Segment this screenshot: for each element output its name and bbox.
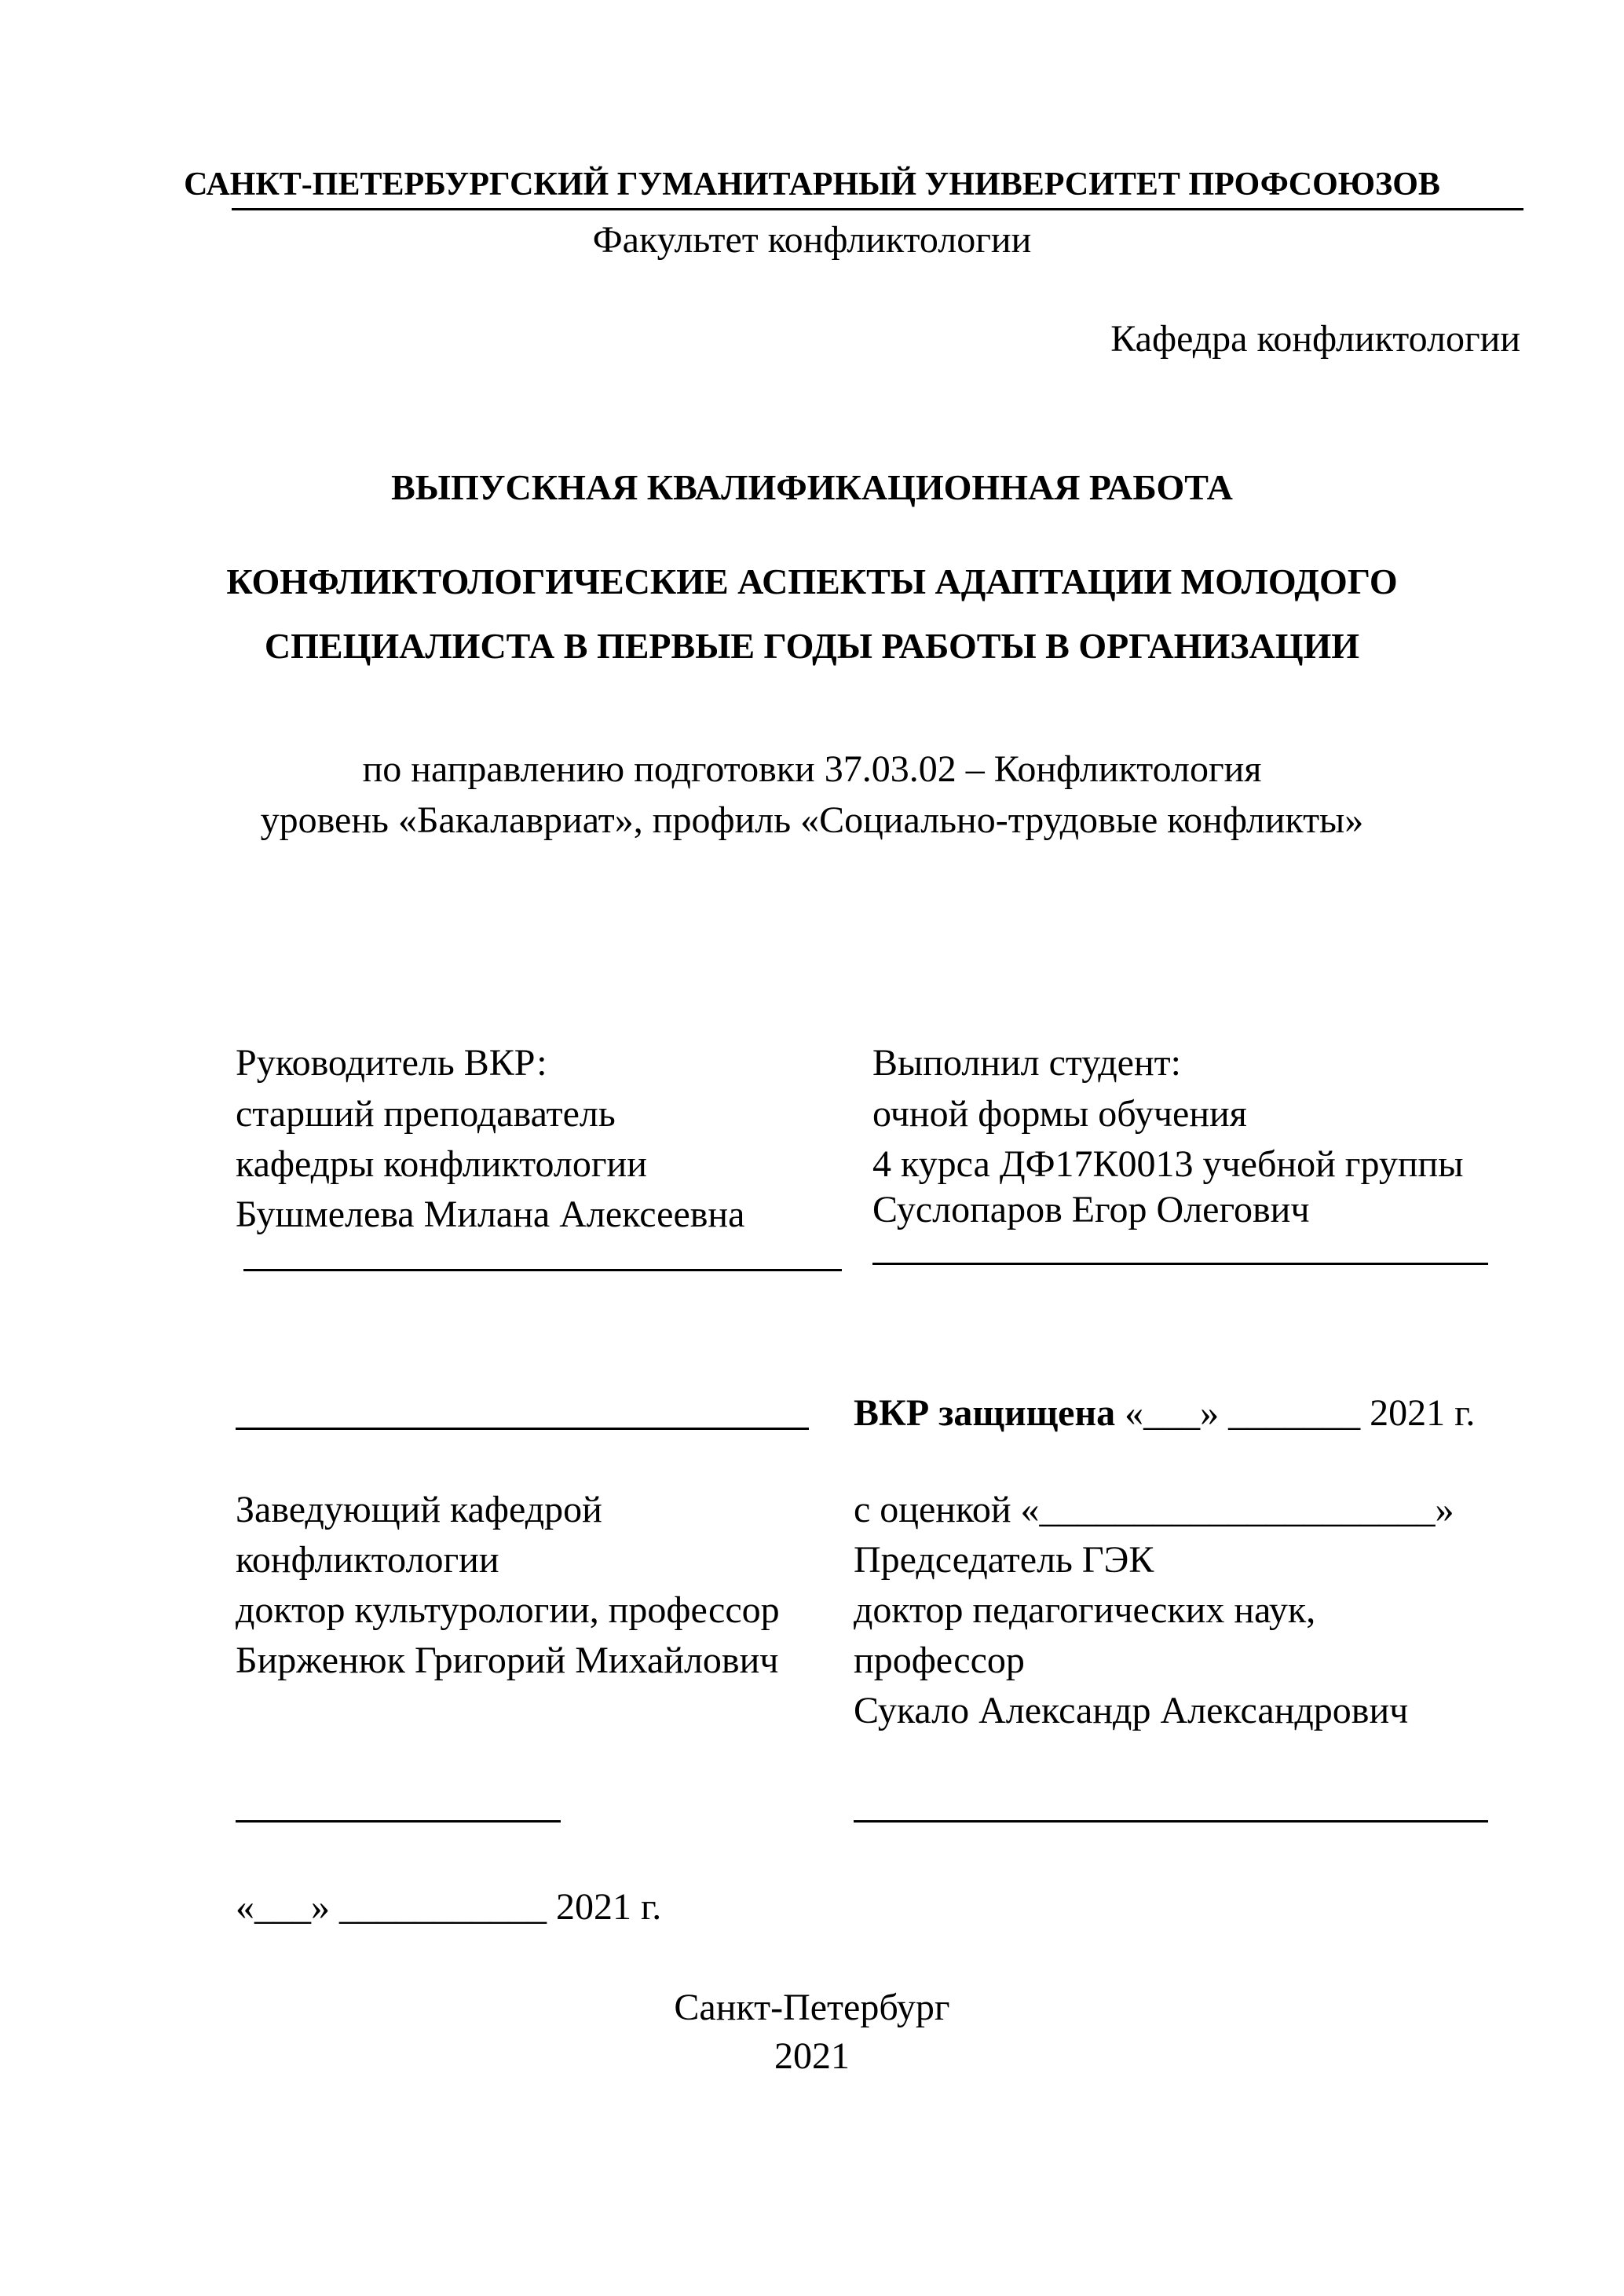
chair-rank: профессор <box>854 1640 1025 1681</box>
student-group: 4 курса ДФ17К0013 учебной группы <box>872 1143 1464 1185</box>
grade: с оценкой «_____________________» <box>854 1489 1454 1530</box>
direction: по направлению подготовки 37.03.02 – Конфликтология <box>362 748 1262 790</box>
year: 2021 <box>774 2035 850 2077</box>
head-department: конфликтологии <box>236 1539 499 1581</box>
chair-name: Сукало Александр Александрович <box>854 1690 1409 1731</box>
defense-label: ВКР защищена <box>854 1392 1116 1434</box>
defense-line <box>854 1392 1476 1434</box>
thesis-title-line2: СПЕЦИАЛИСТА В ПЕРВЫЕ ГОДЫ РАБОТЫ В ОРГАНИЗАЦИИ <box>264 626 1360 666</box>
chair-signature-line <box>854 1820 1488 1823</box>
supervisor-label: Руководитель ВКР: <box>236 1042 547 1084</box>
head-title: Заведующий кафедрой <box>236 1489 602 1530</box>
supervisor-position: старший преподаватель <box>236 1093 616 1135</box>
head-date: «___» ___________ 2021 г. <box>236 1886 662 1928</box>
chair-title: Председатель ГЭК <box>854 1539 1154 1581</box>
department-name: Кафедра конфликтологии <box>1110 318 1520 360</box>
head-signature-line <box>236 1428 809 1430</box>
university-name: САНКТ-ПЕТЕРБУРГСКИЙ ГУМАНИТАРНЫЙ УНИВЕРСИТЕТ ПРОФСОЮЗОВ <box>184 166 1440 203</box>
student-name: Суслопаров Егор Олегович <box>872 1189 1310 1230</box>
head-name: Бирженюк Григорий Михайлович <box>236 1640 779 1681</box>
city: Санкт-Петербург <box>674 1987 950 2028</box>
level-profile: уровень «Бакалавриат», профиль «Социально-трудовые конфликты» <box>260 799 1364 841</box>
header-rule <box>232 208 1523 210</box>
chair-degree: доктор педагогических наук, <box>854 1589 1316 1631</box>
supervisor-name: Бушмелева Милана Алексеевна <box>236 1194 745 1235</box>
faculty-name: Факультет конфликтологии <box>592 219 1032 261</box>
defense-date: «___» _______ 2021 г. <box>1125 1392 1476 1434</box>
head-second-signature-line <box>236 1820 561 1823</box>
student-signature-line <box>872 1263 1488 1265</box>
student-label: Выполнил студент: <box>872 1042 1181 1084</box>
thesis-title-line1: КОНФЛИКТОЛОГИЧЕСКИЕ АСПЕКТЫ АДАПТАЦИИ МОЛОДОГО <box>226 561 1398 601</box>
work-type: ВЫПУСКНАЯ КВАЛИФИКАЦИОННАЯ РАБОТА <box>391 467 1233 507</box>
supervisor-department: кафедры конфликтологии <box>236 1143 647 1185</box>
supervisor-signature-line <box>243 1269 842 1271</box>
student-form: очной формы обучения <box>872 1093 1247 1135</box>
head-degree: доктор культурологии, профессор <box>236 1589 780 1631</box>
